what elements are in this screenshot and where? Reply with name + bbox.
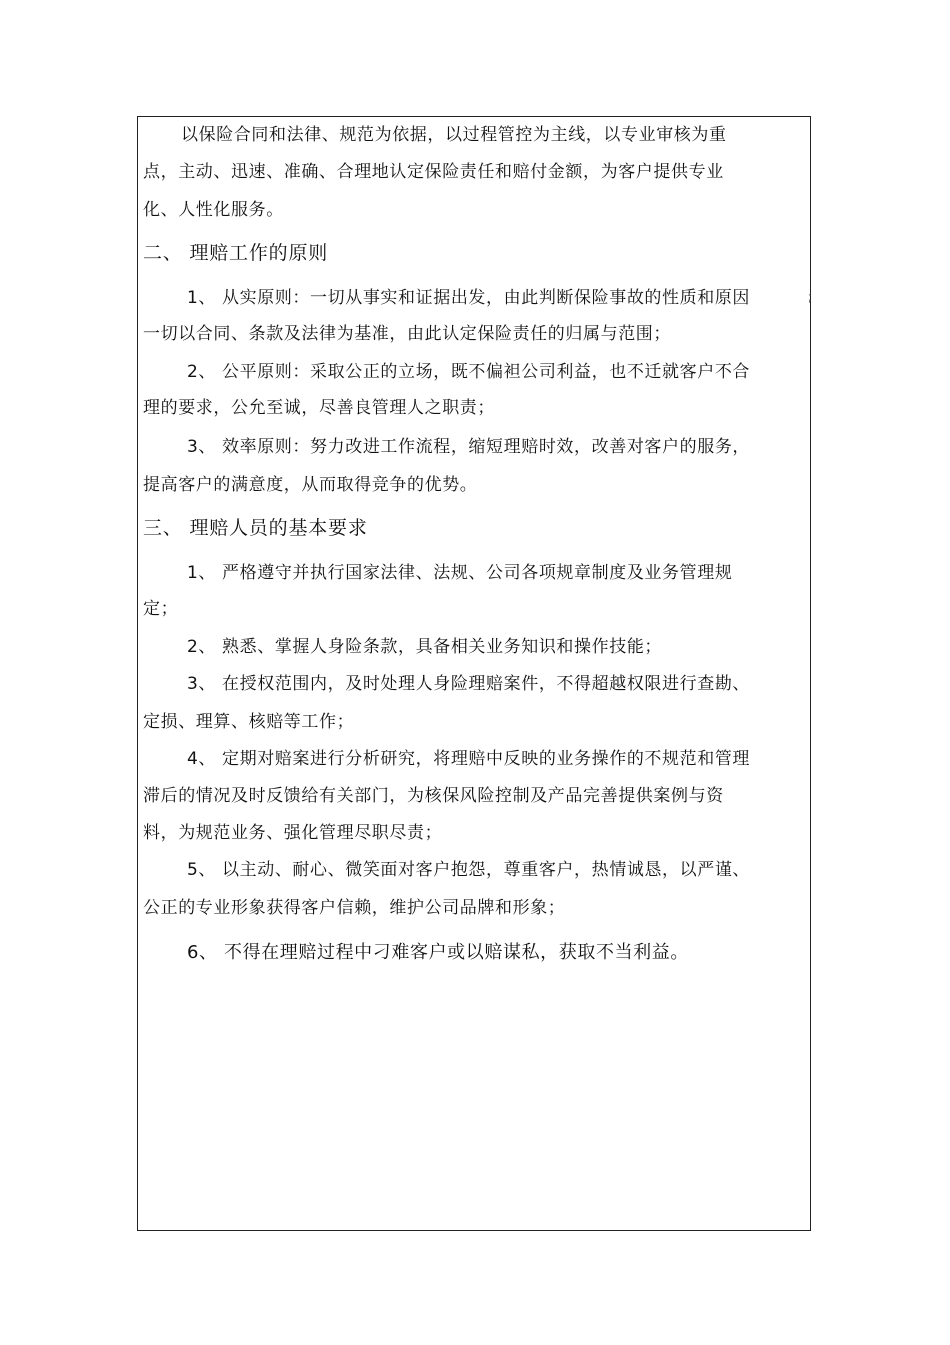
- requirement-4-line-2: 滞后的情况及时反馈给有关部门，为核保风险控制及产品完善提供案例与资: [143, 786, 724, 806]
- intro-line-3: 化、人性化服务。: [143, 200, 284, 220]
- requirement-6-line-1: 6、 不得在理赔过程中刁难客户或以赔谋私，获取不当利益。: [187, 942, 689, 963]
- requirement-4-line-1: 4、 定期对赔案进行分析研究，将理赔中反映的业务操作的不规范和管理: [187, 749, 751, 769]
- section-3-heading: 三、 理赔人员的基本要求: [143, 517, 368, 539]
- section-2-heading: 二、 理赔工作的原则: [143, 242, 329, 264]
- requirement-3-line-2: 定损、理算、核赔等工作；: [143, 712, 355, 732]
- principle-2-line-2: 理的要求，公允至诚，尽善良管理人之职责；: [143, 398, 495, 418]
- requirement-2-line-1: 2、 熟悉、掌握人身险条款，具备相关业务知识和操作技能；: [187, 637, 663, 657]
- principle-3-line-1: 3、 效率原则：努力改进工作流程，缩短理赔时效，改善对客户的服务，: [187, 437, 751, 457]
- requirement-5-line-1: 5、 以主动、耐心、微笑面对客户抱怨，尊重客户，热情诚恳，以严谨、: [187, 860, 751, 880]
- intro-line-2: 点，主动、迅速、准确、合理地认定保险责任和赔付金额，为客户提供专业: [143, 162, 724, 182]
- principle-1-line-1: 1、 从实原则：一切从事实和证据出发，由此判断保险事故的性质和原因: [187, 288, 751, 308]
- requirement-1-line-1: 1、 严格遵守并执行国家法律、法规、公司各项规章制度及业务管理规: [187, 563, 733, 583]
- requirement-1-line-2: 定；: [143, 599, 179, 619]
- principle-1-line-2: 一切以合同、条款及法律为基准，由此认定保险责任的归属与范围；: [143, 324, 671, 344]
- margin-mark: ;: [808, 290, 813, 305]
- requirement-5-line-2: 公正的专业形象获得客户信赖，维护公司品牌和形象；: [143, 898, 566, 918]
- requirement-3-line-1: 3、 在授权范围内，及时处理人身险理赔案件，不得超越权限进行查勘、: [187, 674, 751, 694]
- requirement-4-line-3: 料，为规范业务、强化管理尽职尽责；: [143, 823, 443, 843]
- principle-2-line-1: 2、 公平原则：采取公正的立场，既不偏袒公司利益，也不迁就客户不合: [187, 362, 751, 382]
- intro-line-1: 以保险合同和法律、规范为依据，以过程管控为主线，以专业审核为重: [181, 125, 727, 145]
- principle-3-line-2: 提高客户的满意度，从而取得竞争的优势。: [143, 475, 478, 495]
